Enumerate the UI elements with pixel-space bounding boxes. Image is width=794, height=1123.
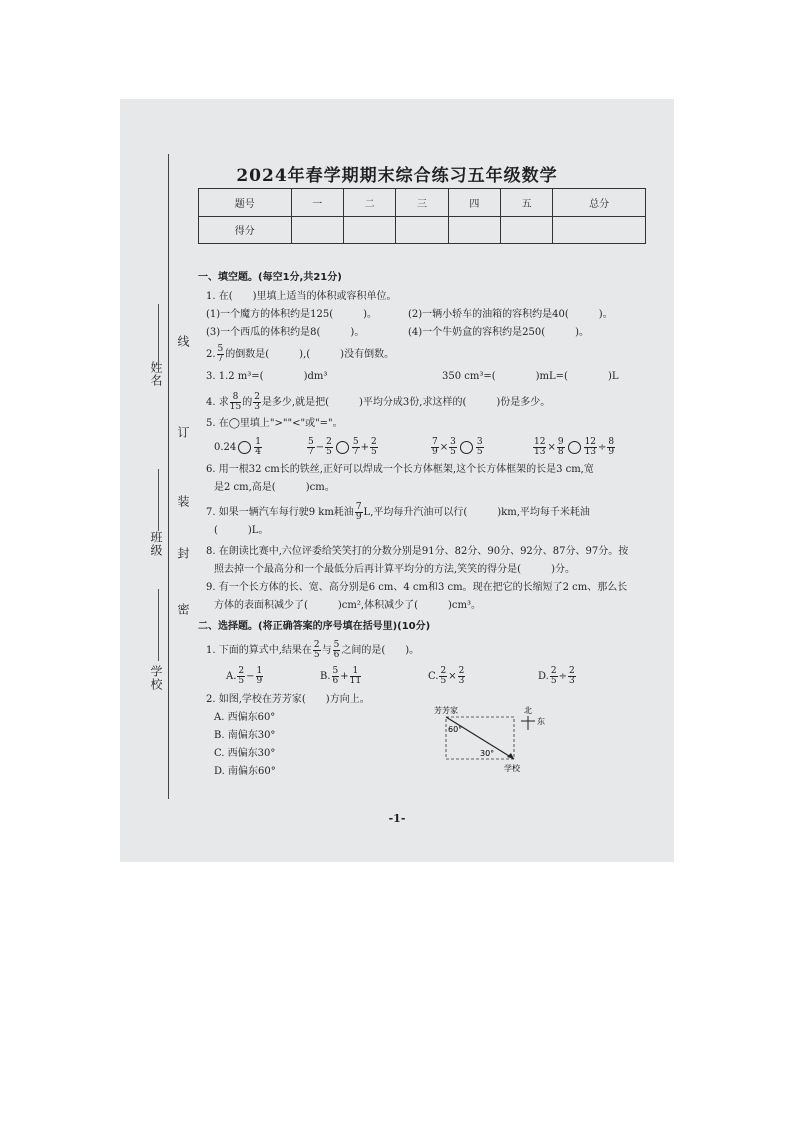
direction-diagram — [428, 699, 568, 779]
fraction — [352, 438, 360, 457]
denominator: 5 — [450, 447, 456, 457]
s2-q2-stem: 2. 如图,学校在芳芳家( )方向上。 — [206, 694, 370, 705]
denominator: 3 — [568, 676, 575, 686]
denominator: 13 — [584, 447, 597, 457]
diagram-school-label: 学校 — [504, 764, 520, 773]
fraction — [307, 438, 315, 457]
denominator: 6 — [333, 650, 340, 660]
fraction — [217, 345, 225, 364]
q4-mid: 的 — [242, 397, 253, 408]
score-header-cell: 一 — [291, 189, 343, 217]
option-d[interactable] — [538, 667, 577, 686]
option-letter: B. — [320, 671, 331, 682]
diagram-home-label: 芳芳家 — [434, 706, 458, 715]
denominator: 3 — [254, 402, 260, 412]
binding-mark-feng: 封 — [176, 547, 190, 560]
q5a-left: 0.24 — [214, 442, 237, 453]
fraction — [449, 438, 457, 457]
compare-circle[interactable] — [238, 441, 251, 454]
diagram-angle-60: 60° — [448, 725, 463, 734]
name-blank — [158, 304, 159, 364]
score-header-cell: 题号 — [199, 189, 292, 217]
fraction — [458, 667, 466, 686]
score-header-cell: 二 — [343, 189, 395, 217]
s2-q1-rest: 之间的是( )。 — [341, 645, 420, 656]
fraction — [607, 438, 615, 457]
denominator: 9 — [608, 447, 615, 457]
q9-line2: 方体的表面积减少了( )cm²,体积减少了( )cm³。 — [214, 600, 481, 611]
q5b: $\frac{5}{7}$ − $\frac{2}{5}$ $\frac{5}{7}$ + $\frac{2}{5}$ — [308, 437, 377, 457]
q4-prefix: 4. 求 — [206, 397, 229, 408]
denominator: 5 — [550, 676, 557, 686]
s2-q2-option-b[interactable]: B. 南偏东30° — [214, 730, 276, 741]
name-label: 姓名 — [149, 361, 163, 387]
option-letter: C. — [428, 671, 439, 682]
exam-photo — [120, 99, 674, 862]
q7-line1 — [206, 503, 590, 522]
binding-mark-zhuang: 装 — [176, 495, 190, 508]
denominator: 7 — [352, 447, 359, 457]
section2-heading: 二、选择题。(将正确答案的序号填在括号里)(10分) — [198, 621, 431, 632]
fraction — [230, 393, 241, 412]
binding-mark-xian: 线 — [176, 335, 190, 348]
compare-circle[interactable] — [460, 441, 473, 454]
denominator: 7 — [217, 354, 224, 364]
score-header-cell: 四 — [448, 189, 500, 217]
denominator: 7 — [308, 447, 314, 457]
section1-heading: 一、填空题。(每空1分,共21分) — [198, 272, 342, 283]
q1a: (1)一个魔方的体积约是125( )。 — [206, 309, 378, 320]
denominator: 5 — [238, 676, 245, 686]
q8-line2: 照去掉一个最高分和一个最低分后再计算平均分的方法,笑笑的得分是( )分。 — [214, 564, 575, 575]
score-cell[interactable] — [396, 216, 448, 244]
s2-q2-option-a[interactable]: A. 西偏东60° — [214, 712, 276, 723]
denominator: 15 — [229, 402, 242, 412]
numerator: 1 — [256, 666, 263, 676]
fraction — [568, 667, 576, 686]
fraction — [476, 438, 484, 457]
numerator: 2 — [313, 640, 320, 650]
q6-line2: 是2 cm,高是( )cm。 — [214, 482, 335, 493]
denominator: 5 — [370, 447, 377, 457]
score-cell[interactable] — [448, 216, 500, 244]
q8-line1: 8. 在朗读比赛中,六位评委给笑笑打的分数分别是91分、82分、90分、92分、87分、97分。按 — [206, 546, 629, 557]
option-letter: D. — [538, 671, 549, 682]
score-cell[interactable] — [553, 216, 646, 244]
school-blank — [158, 589, 159, 661]
score-cell[interactable] — [343, 216, 395, 244]
compare-circle[interactable] — [336, 441, 349, 454]
numerator: 5 — [352, 437, 359, 447]
q4-rest: 是多少,就是把( )平均分成3份,求这样的( )份是多少。 — [261, 397, 551, 408]
s2-q1 — [206, 641, 419, 660]
q1b: (2)一辆小轿车的油箱的容积约是40( )。 — [408, 309, 613, 320]
q5-stem: 5. 在◯里填上">""<"或"="。 — [206, 418, 343, 429]
option-b[interactable] — [320, 667, 362, 686]
binding-line — [168, 154, 169, 799]
fraction — [431, 438, 439, 457]
binding-mark-ding: 订 — [176, 426, 190, 439]
denominator: 9 — [256, 676, 263, 686]
fraction — [533, 438, 546, 457]
denominator: 13 — [534, 447, 546, 457]
denominator: 5 — [313, 650, 320, 660]
score-cell[interactable] — [291, 216, 343, 244]
school-label: 学校 — [149, 665, 163, 691]
numerator: 5 — [308, 437, 314, 447]
numerator: 2 — [568, 666, 575, 676]
numerator: 2 — [238, 666, 245, 676]
fraction — [325, 438, 333, 457]
q2-prefix: 2. — [206, 349, 216, 360]
option-c[interactable] — [428, 667, 466, 686]
numerator: 5 — [332, 666, 339, 676]
fraction — [584, 438, 597, 457]
s2-q1-mid: 与 — [321, 645, 332, 656]
denominator: 9 — [432, 447, 438, 457]
diagram-arrowhead — [507, 753, 514, 759]
numerator: 7 — [355, 502, 362, 512]
numerator: 12 — [584, 437, 597, 447]
numerator: 5 — [333, 640, 340, 650]
denominator: 5 — [476, 447, 483, 457]
q9-line1: 9. 有一个长方体的长、宽、高分别是6 cm、4 cm和3 cm。现在把它的长缩短了2 cm、那么长 — [206, 582, 628, 593]
numerator: 2 — [326, 437, 332, 447]
option-letter: A. — [226, 671, 237, 682]
fraction — [370, 438, 378, 457]
s2-q2-option-d[interactable]: D. 南偏东60° — [214, 766, 276, 777]
binding-mark-mi: 密 — [176, 603, 190, 616]
q7-prefix: 7. 如果一辆汽车每行驶9 km耗油 — [206, 507, 354, 518]
fraction — [332, 667, 340, 686]
q4 — [206, 393, 550, 412]
denominator: 11 — [349, 676, 362, 686]
operator: + — [340, 671, 349, 682]
score-header-cell: 三 — [396, 189, 448, 217]
q1c: (3)一个西瓜的体积约是8( )。 — [206, 327, 365, 338]
numerator: 9 — [557, 437, 564, 447]
fraction — [237, 667, 245, 686]
denominator: 5 — [440, 676, 447, 686]
q5a — [214, 438, 263, 457]
numerator: 2 — [550, 666, 557, 676]
fraction — [253, 393, 261, 412]
diagram-angle-30: 30° — [480, 749, 495, 758]
q1d: (4)一个牛奶盒的容积约是250( )。 — [408, 327, 590, 338]
denominator: 3 — [458, 676, 465, 686]
compass-east-label: 东 — [537, 717, 545, 726]
score-table-header-row — [199, 189, 646, 217]
q7-rest: L,平均每升汽油可以行( )km,平均每千米耗油 — [363, 507, 590, 518]
fraction — [350, 667, 361, 686]
s2-q1-prefix: 1. 下面的算式中,结果在 — [206, 645, 312, 656]
s2-q2-option-c[interactable]: C. 西偏东30° — [214, 748, 276, 759]
q3b: 350 cm³=( )mL=( )L — [442, 371, 619, 382]
numerator: 7 — [432, 437, 438, 447]
page-number: -1- — [388, 812, 406, 825]
score-header-cell: 总分 — [553, 189, 646, 217]
fraction — [333, 641, 341, 660]
numerator: 3 — [476, 437, 483, 447]
fraction — [439, 667, 447, 686]
compass-north-label: 北 — [524, 706, 532, 715]
numerator: 8 — [608, 437, 615, 447]
q2 — [206, 345, 394, 364]
numerator: 2 — [458, 666, 465, 676]
denominator: 6 — [332, 676, 339, 686]
numerator: 2 — [254, 392, 260, 402]
denominator: 5 — [326, 447, 332, 457]
q3a: 3. 1.2 m³=( )dm³ — [206, 371, 328, 382]
denominator: 4 — [255, 447, 261, 457]
fraction — [313, 641, 321, 660]
option-a[interactable] — [226, 667, 264, 686]
score-table — [198, 188, 646, 244]
q5d: $\frac{12}{13}$ × $\frac{9}{8}$ $\frac{12}{13}$ ÷ $\frac{8}{9}$ — [534, 437, 615, 457]
score-header-cell: 五 — [500, 189, 552, 217]
q2-rest: 的倒数是( ),( )没有倒数。 — [225, 349, 395, 360]
numerator: 5 — [217, 344, 224, 354]
operator: − — [246, 671, 255, 682]
numerator: 12 — [534, 437, 546, 447]
q1-stem: 1. 在( )里填上适当的体积或容积单位。 — [206, 291, 397, 302]
numerator: 2 — [440, 666, 447, 676]
score-row-label: 得分 — [199, 216, 292, 244]
fraction — [557, 438, 565, 457]
score-table-score-row — [199, 216, 646, 244]
score-cell[interactable] — [500, 216, 552, 244]
compare-circle[interactable] — [568, 441, 581, 454]
class-label: 班级 — [149, 531, 163, 557]
q5c: $\frac{7}{9}$ × $\frac{3}{5}$ $\frac{3}{5}$ — [432, 437, 483, 457]
fraction — [355, 503, 363, 522]
denominator: 9 — [355, 512, 362, 522]
numerator: 2 — [370, 437, 377, 447]
numerator: 1 — [350, 667, 361, 677]
denominator: 8 — [557, 447, 564, 457]
numerator: 8 — [230, 393, 241, 403]
fraction — [550, 667, 558, 686]
fraction — [254, 438, 262, 457]
operator: ÷ — [558, 671, 567, 682]
class-blank — [158, 469, 159, 531]
numerator: 1 — [255, 437, 261, 447]
fraction — [256, 667, 264, 686]
numerator: 3 — [450, 437, 456, 447]
exam-title: 2024年春学期期末综合练习五年级数学 — [236, 166, 558, 186]
operator: × — [448, 671, 457, 682]
q6-line1: 6. 用一根32 cm长的铁丝,正好可以焊成一个长方体框架,这个长方体框架的长是3 cm,宽 — [206, 464, 594, 475]
q7-line2: ( )L。 — [214, 525, 269, 536]
